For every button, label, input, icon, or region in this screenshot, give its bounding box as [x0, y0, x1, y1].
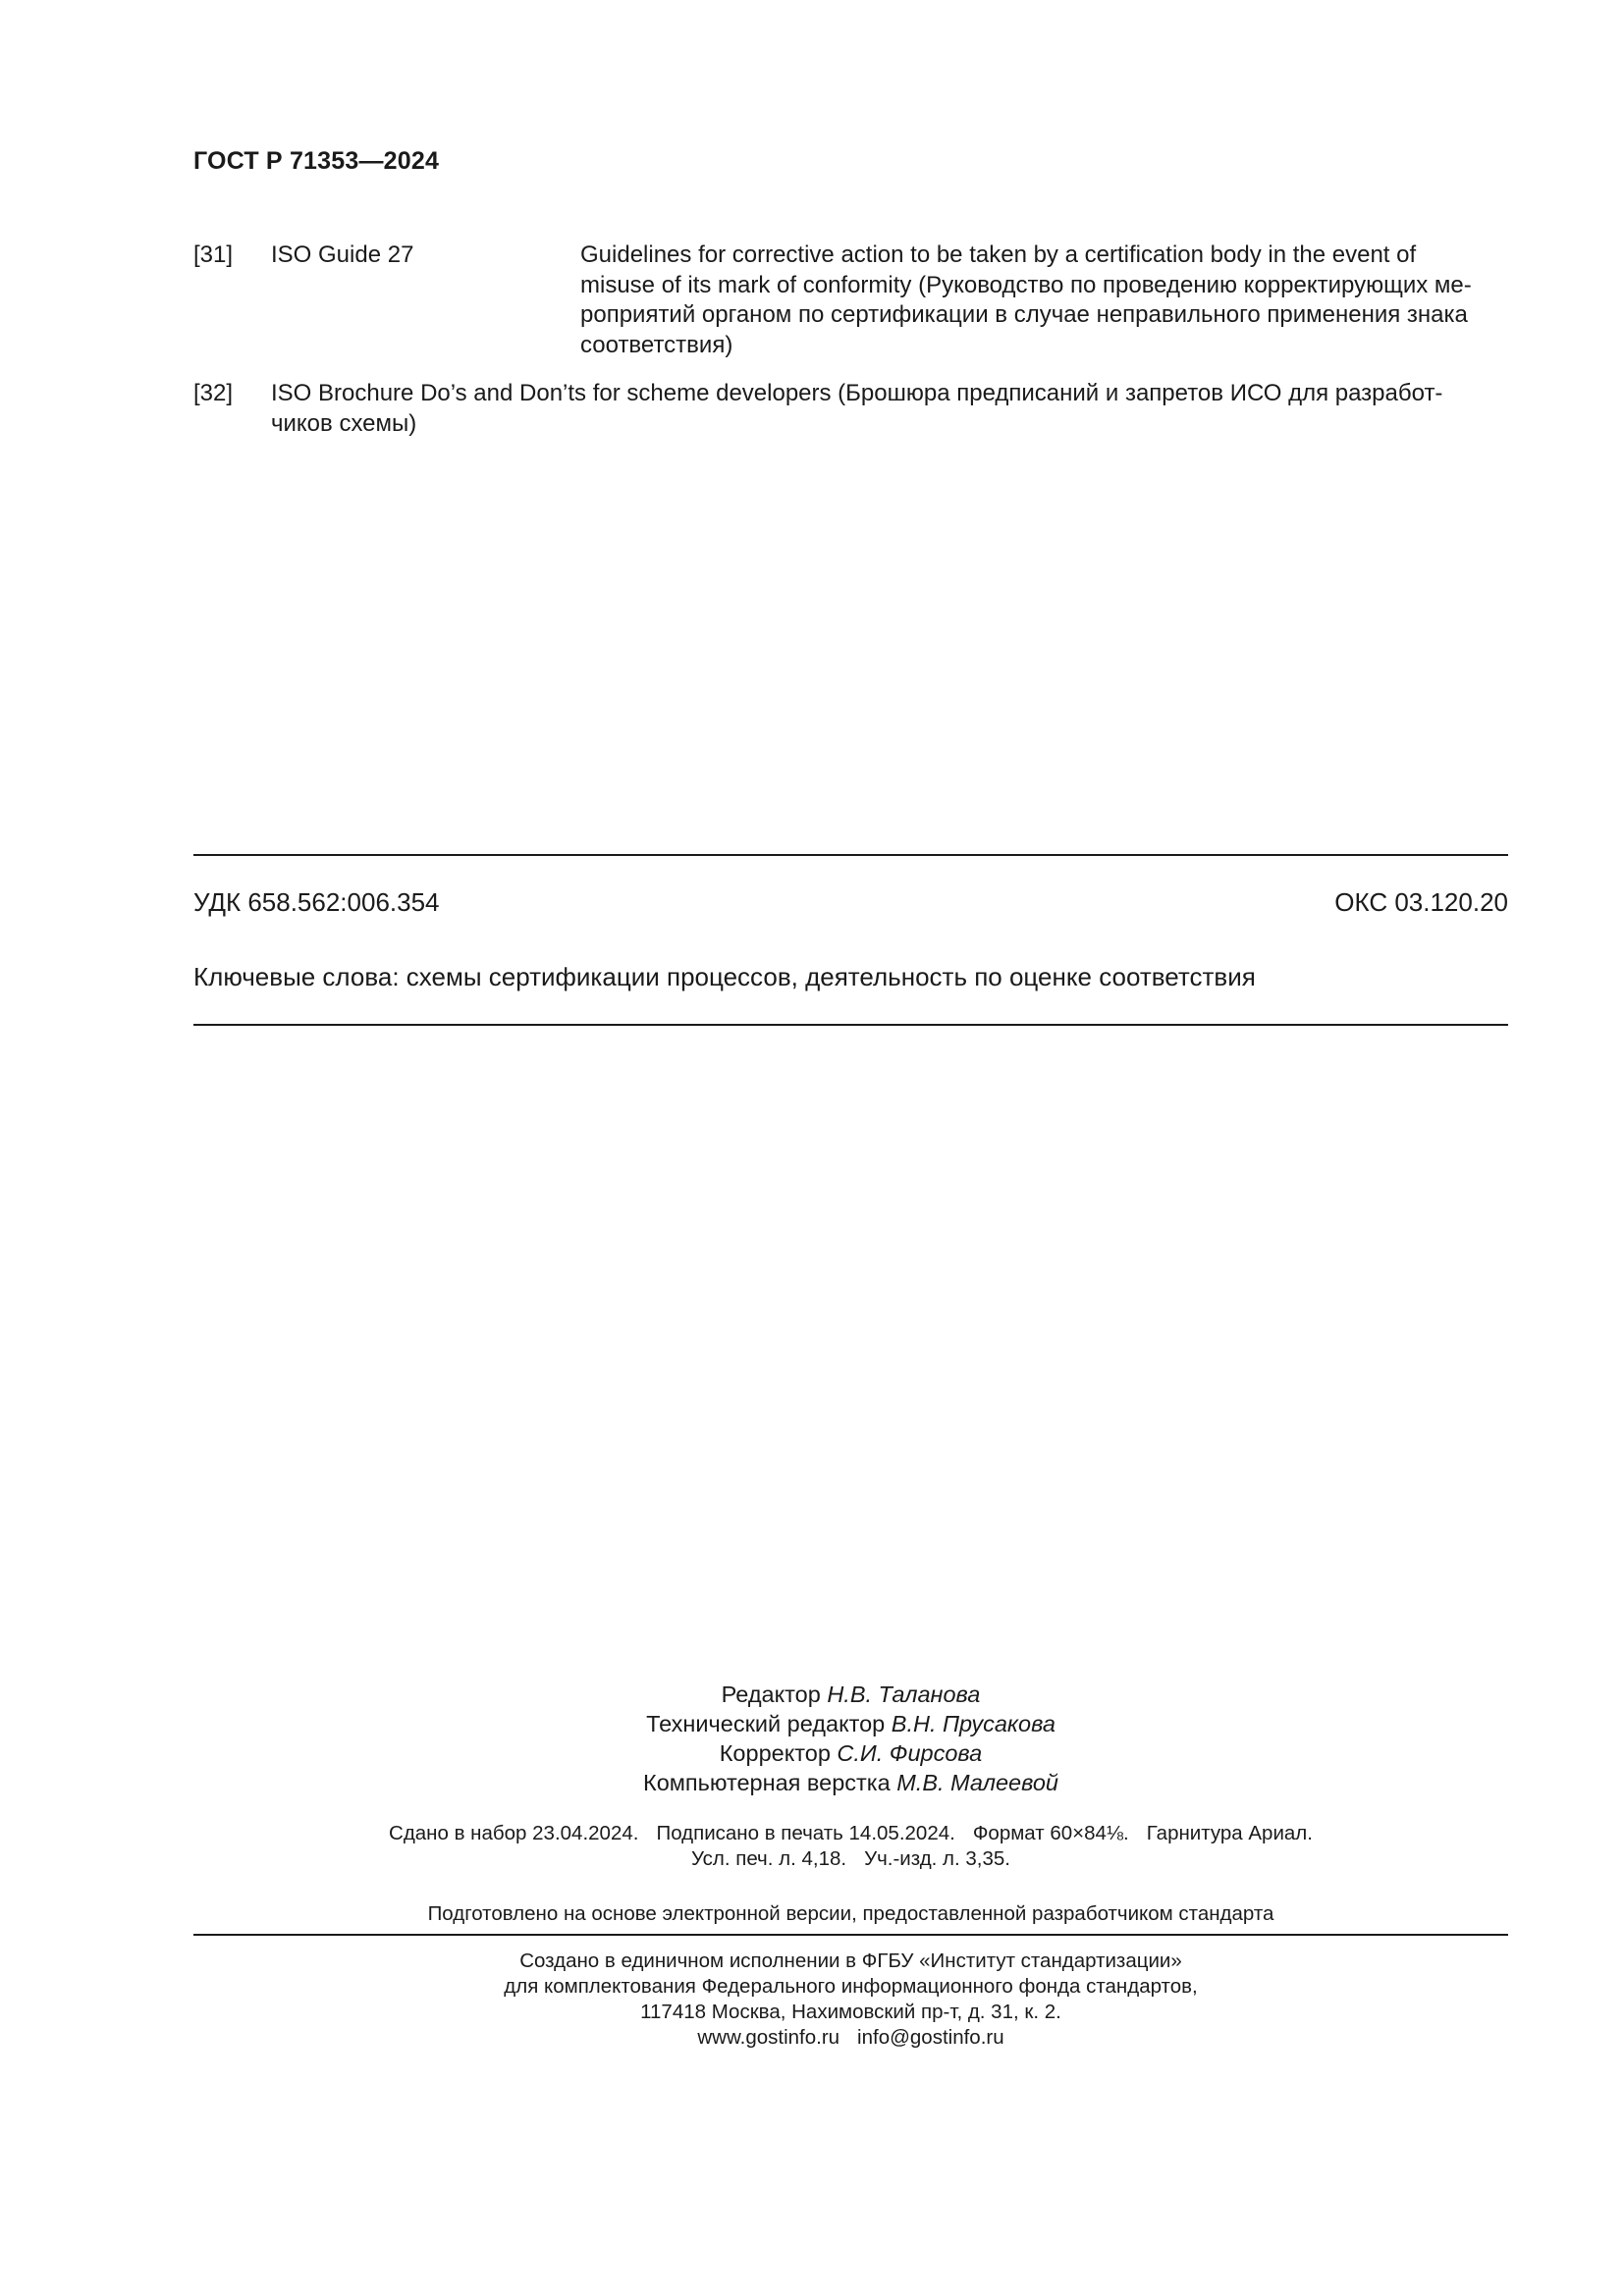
website-link[interactable]: www.gostinfo.ru — [697, 2026, 840, 2049]
editorial-credits — [193, 1680, 1508, 1797]
divider-line — [193, 1024, 1508, 1026]
publisher-line: Создано в единичном исполнении в ФГБУ «Институт стандартизации» — [519, 1949, 1182, 1972]
reference-number: [32] — [193, 380, 234, 406]
publisher-address: 117418 Москва, Нахимовский пр-т, д. 31, к. 2. — [640, 2001, 1061, 2023]
typeface: Гарнитура Ариал. — [1146, 1822, 1313, 1844]
credit-role: Редактор — [721, 1682, 821, 1707]
credit-role: Технический редактор — [646, 1711, 886, 1736]
reference-title-line: Guidelines for corrective action to be taken by a certification body in the event of — [580, 241, 1417, 268]
edit-sheets: Уч.-изд. л. 3,35. — [864, 1847, 1011, 1870]
prepared-note: Подготовлено на основе электронной версии, предоставленной разработчиком стандарта — [427, 1902, 1274, 1925]
reference-title-line: соответствия) — [580, 331, 733, 358]
document-title: ГОСТ Р 71353—2024 — [193, 147, 440, 175]
credit-line — [193, 1768, 1508, 1797]
print-info-line — [193, 1846, 1508, 1872]
reference-text-line: ISO Brochure Do’s and Don’ts for scheme developers (Брошюра предписаний и запретов ИСО для разработ- — [271, 380, 1443, 406]
keywords: Ключевые слова: схемы сертификации процессов, деятельность по оценке соответствия — [193, 962, 1256, 991]
reference-title — [580, 240, 1508, 360]
paper-format: Формат 60×84⅛. — [972, 1822, 1129, 1844]
credit-name: В.Н. Прусакова — [891, 1711, 1056, 1736]
oks-code: ОКС 03.120.20 — [1334, 887, 1508, 917]
reference-item — [193, 240, 1508, 363]
credit-line — [193, 1709, 1508, 1738]
divider-line — [193, 854, 1508, 856]
credit-name: Н.В. Таланова — [827, 1682, 981, 1707]
reference-number: [31] — [193, 241, 234, 268]
signed-date: Подписано в печать 14.05.2024. — [656, 1822, 955, 1844]
credit-role: Компьютерная верстка — [643, 1770, 891, 1795]
publisher-line: для комплектования Федерального информационного фонда стандартов, — [504, 1975, 1198, 1998]
credit-line — [193, 1738, 1508, 1768]
reference-title-line: misuse of its mark of conformity (Руководство по проведению корректирующих ме- — [580, 271, 1472, 298]
reference-text-line: чиков схемы) — [271, 409, 417, 437]
reference-title-line: роприятий органом по сертификации в случае неправильного применения знака — [580, 301, 1468, 328]
publisher-info — [193, 1949, 1508, 2051]
submitted-date: Сдано в набор 23.04.2024. — [389, 1822, 639, 1844]
reference-code: ISO Guide 27 — [271, 241, 414, 268]
credit-name: М.В. Малеевой — [896, 1770, 1058, 1795]
email-link[interactable]: info@gostinfo.ru — [857, 2026, 1004, 2049]
credit-line — [193, 1680, 1508, 1709]
reference-item — [193, 379, 1508, 444]
print-sheets: Усл. печ. л. 4,18. — [690, 1847, 847, 1870]
divider-line — [193, 1934, 1508, 1936]
credit-role: Корректор — [719, 1740, 831, 1766]
print-info-line — [193, 1821, 1508, 1846]
publisher-contacts — [193, 2025, 1508, 2051]
print-info — [193, 1821, 1508, 1872]
credit-name: С.И. Фирсова — [837, 1740, 983, 1766]
udk-code: УДК 658.562:006.354 — [193, 887, 440, 917]
